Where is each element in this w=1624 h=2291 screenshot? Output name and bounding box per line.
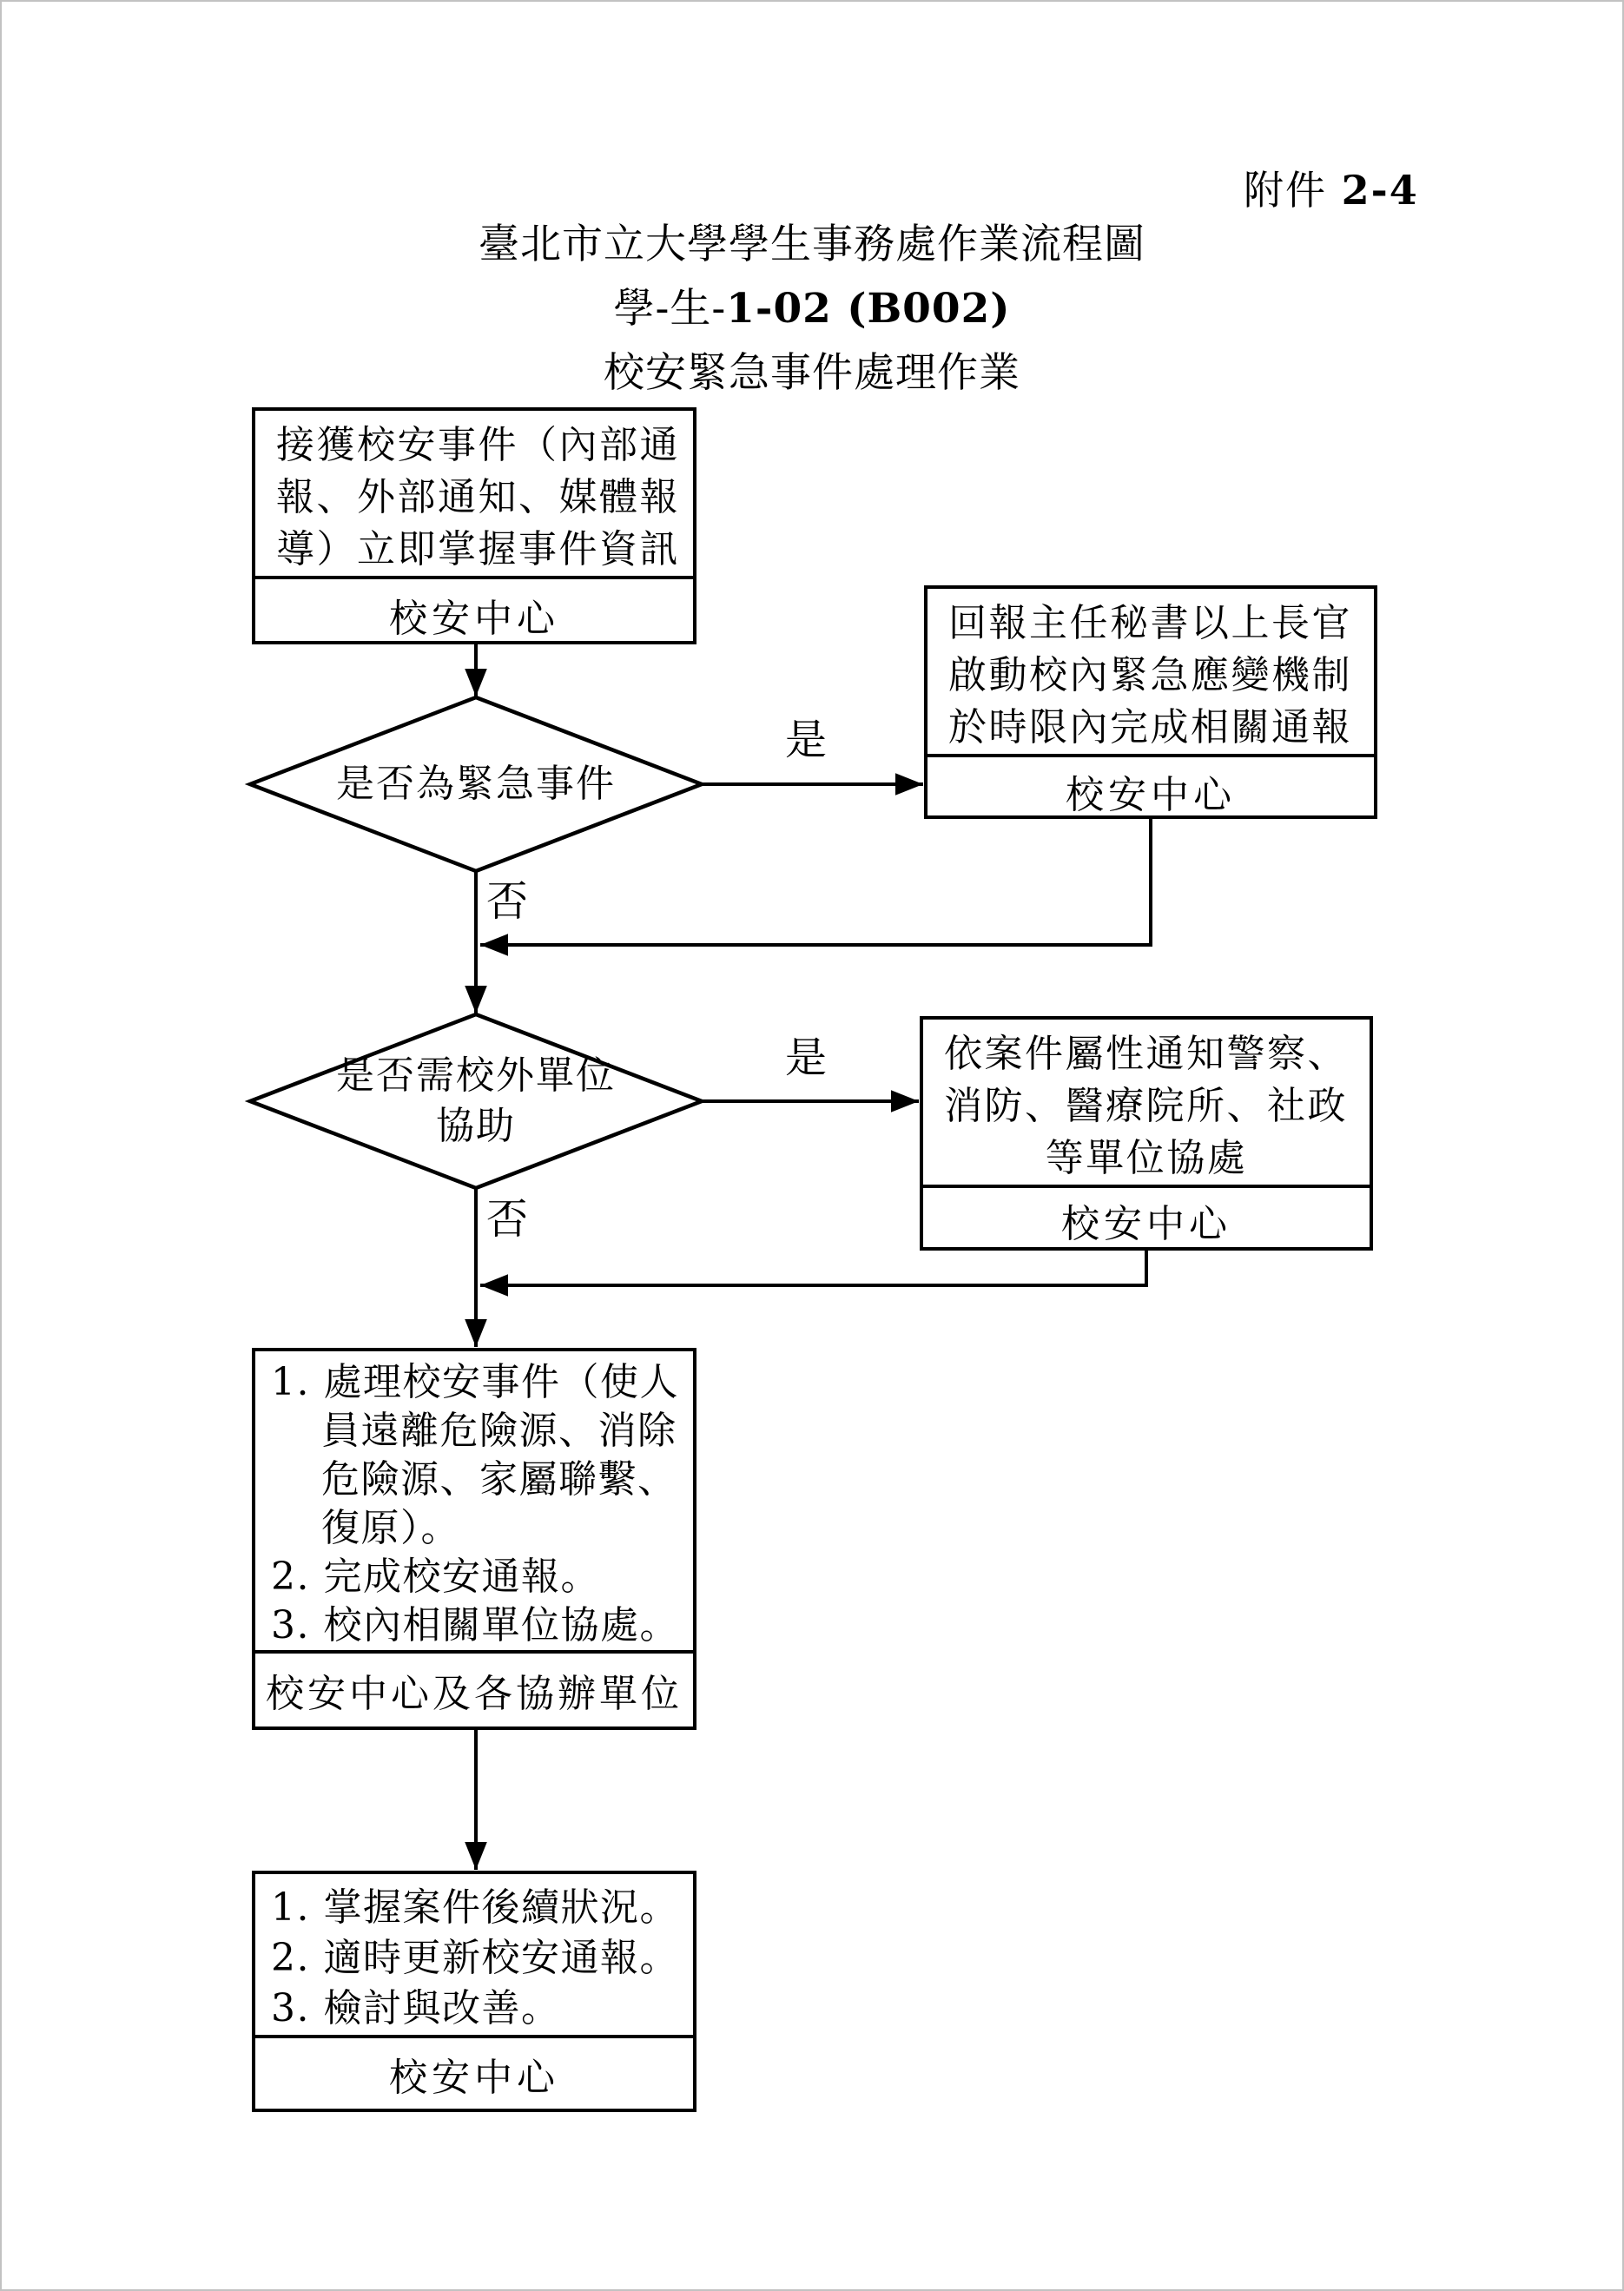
- report-box-owner: 校安中心: [928, 754, 1374, 824]
- decision1-question-text: 是否為緊急事件: [336, 762, 616, 806]
- box-line: 依案件屬性通知警察、: [944, 1032, 1348, 1076]
- box-line: 2. 完成校安通報。: [271, 1555, 600, 1599]
- box-line: 危險源、家屬聯繫、: [321, 1457, 677, 1502]
- start-box-text: [255, 411, 693, 576]
- attachment-prefix: 附件: [1244, 167, 1342, 214]
- notify-box: [920, 1016, 1373, 1251]
- decision2-question-line1: 是否需校外單位: [336, 1053, 616, 1098]
- box-line: 復原）。: [321, 1506, 460, 1550]
- handle-box-text: [255, 1351, 693, 1650]
- box-line: 啟動校內緊急應變機制: [948, 653, 1352, 697]
- box-line: 報、外部通知、媒體報: [276, 475, 680, 519]
- box-line: 於時限內完成相關通報: [948, 705, 1352, 749]
- notify-box-text: [923, 1020, 1370, 1185]
- followup-box-owner: 校安中心: [255, 2035, 693, 2109]
- followup-box: [252, 1871, 696, 2112]
- page-subtitle: 校安緊急事件處理作業: [604, 349, 1020, 397]
- handle-box-owner: 校安中心及各協辦單位: [255, 1650, 693, 1727]
- box-line: 3. 校內相關單位協處。: [271, 1603, 679, 1647]
- start-box: [252, 407, 696, 644]
- box-line: 接獲校安事件（內部通: [276, 423, 680, 467]
- decision1-question: [250, 697, 702, 871]
- report-box-text: [928, 589, 1374, 754]
- flow-connectors: [2, 2, 1624, 2291]
- followup-box-text: [255, 1874, 693, 2035]
- report-box: [924, 585, 1377, 819]
- box-line: 員遠離危險源、消除: [321, 1409, 677, 1453]
- box-line: 1. 處理校安事件（使人: [271, 1360, 679, 1404]
- page-code-prefix: 學-生-: [613, 285, 727, 333]
- box-line: 導）立即掌握事件資訊: [276, 527, 680, 571]
- handle-box: [252, 1348, 696, 1730]
- connector-notify-return: [480, 1251, 1146, 1285]
- decision1-no-label: 否: [486, 877, 529, 926]
- page-title: 臺北市立大學學生事務處作業流程圖: [479, 221, 1145, 268]
- decision2-question-line2: 協助: [436, 1104, 516, 1148]
- box-line: 3. 檢討與改善。: [271, 1986, 561, 2030]
- notify-box-owner: 校安中心: [923, 1185, 1370, 1252]
- box-line: 1. 掌握案件後續狀況。: [271, 1885, 679, 1930]
- box-line: 2. 適時更新校安通報。: [271, 1936, 679, 1980]
- page-code-number: 1-02 (B002): [726, 285, 1011, 333]
- decision2-yes-label: 是: [785, 1033, 828, 1082]
- decision2-no-label: 否: [486, 1195, 529, 1244]
- box-line: 消防、醫療院所、社政: [944, 1084, 1348, 1128]
- decision2-question: [250, 1014, 702, 1188]
- attachment-number: 2-4: [1341, 167, 1419, 214]
- box-line: 等單位協處: [1045, 1136, 1248, 1180]
- start-box-owner: 校安中心: [255, 576, 693, 650]
- box-line: 回報主任秘書以上長官: [948, 601, 1352, 645]
- decision1-yes-label: 是: [785, 716, 828, 764]
